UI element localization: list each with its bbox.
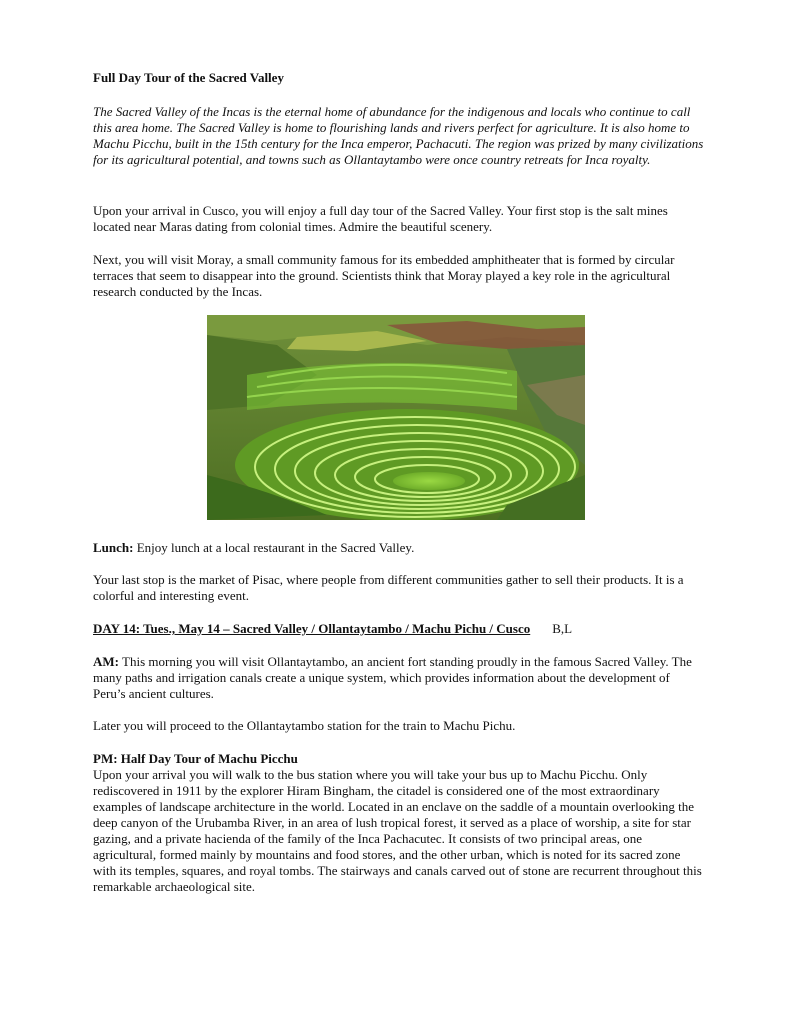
lunch-paragraph: [93, 540, 705, 556]
moray-terraces-photo: [207, 315, 585, 520]
am-label: AM:: [93, 654, 119, 669]
arrival-paragraph: Upon your arrival in Cusco, you will enjoy a full day tour of the Sacred Valley. Your first stop is the salt mines located near Maras dating from colonial times. Admire the beautiful scenery.: [93, 203, 668, 234]
tour-intro: The Sacred Valley of the Incas is the eternal home of abundance for the indigenous and locals who continue to call this area home. The Sacred Valley is home to flourishing lands and rivers perfect for agriculture. It is also home to Machu Picchu, built in the 15th century for the Inca emperor, Pachacuti. The region was prized by many civilizations for its agricultural potential, and towns such as Ollantaytambo were once country retreats for Inca royalty.: [93, 104, 704, 167]
am-paragraph: [93, 654, 705, 702]
am-text: This morning you will visit Ollantaytambo, an ancient fort standing proudly in the famous Sacred Valley. The many paths and irrigation canals create a unique system, which provides information about the development of Peru’s ancient cultures.: [93, 654, 692, 701]
moray-paragraph: Next, you will visit Moray, a small community famous for its embedded amphitheater that is formed by circular terraces that seem to disappear into the ground. Scientists think that Moray played a key role in the agricultural research conducted by the Incas.: [93, 252, 675, 299]
later-paragraph: Later you will proceed to the Ollantaytambo station for the train to Machu Pichu.: [93, 718, 516, 733]
day14-meals: B,L: [552, 621, 573, 636]
day14-heading: DAY 14: Tues., May 14 – Sacred Valley / Ollantaytambo / Machu Pichu / Cusco: [93, 621, 531, 636]
pm-paragraph: Upon your arrival you will walk to the bus station where you will take your bus up to Machu Picchu. Only rediscovered in 1911 by the explorer Hiram Bingham, the citadel is considered one of the most extraordinary examples of landscape architecture in the world. Located in an enclave on the saddle of a mountain overlooking the deep canyon of the Urubamba River, in an area of lush tropical forest, it served as a place of worship, a site for star gazing, and a private hacienda of the family of the Inca Pachacutec. It consists of two principal areas, one agricultural, formed mainly by mountains and food stores, and the other urban, which is noted for its sacred zone with its temples, squares, and royal tombs. The stairways and canals carved out of stone are recurrent throughout this remarkable archaeological site.: [93, 767, 702, 894]
pm-heading: PM: Half Day Tour of Machu Picchu: [93, 751, 298, 766]
lunch-label: Lunch:: [93, 540, 134, 555]
tour-title: Full Day Tour of the Sacred Valley: [93, 70, 284, 85]
day14-heading-line: [93, 621, 705, 637]
pisac-paragraph: Your last stop is the market of Pisac, where people from different communities gather to sell their products. It is a colorful and interesting event.: [93, 572, 684, 603]
lunch-text: Enjoy lunch at a local restaurant in the Sacred Valley.: [133, 540, 415, 555]
